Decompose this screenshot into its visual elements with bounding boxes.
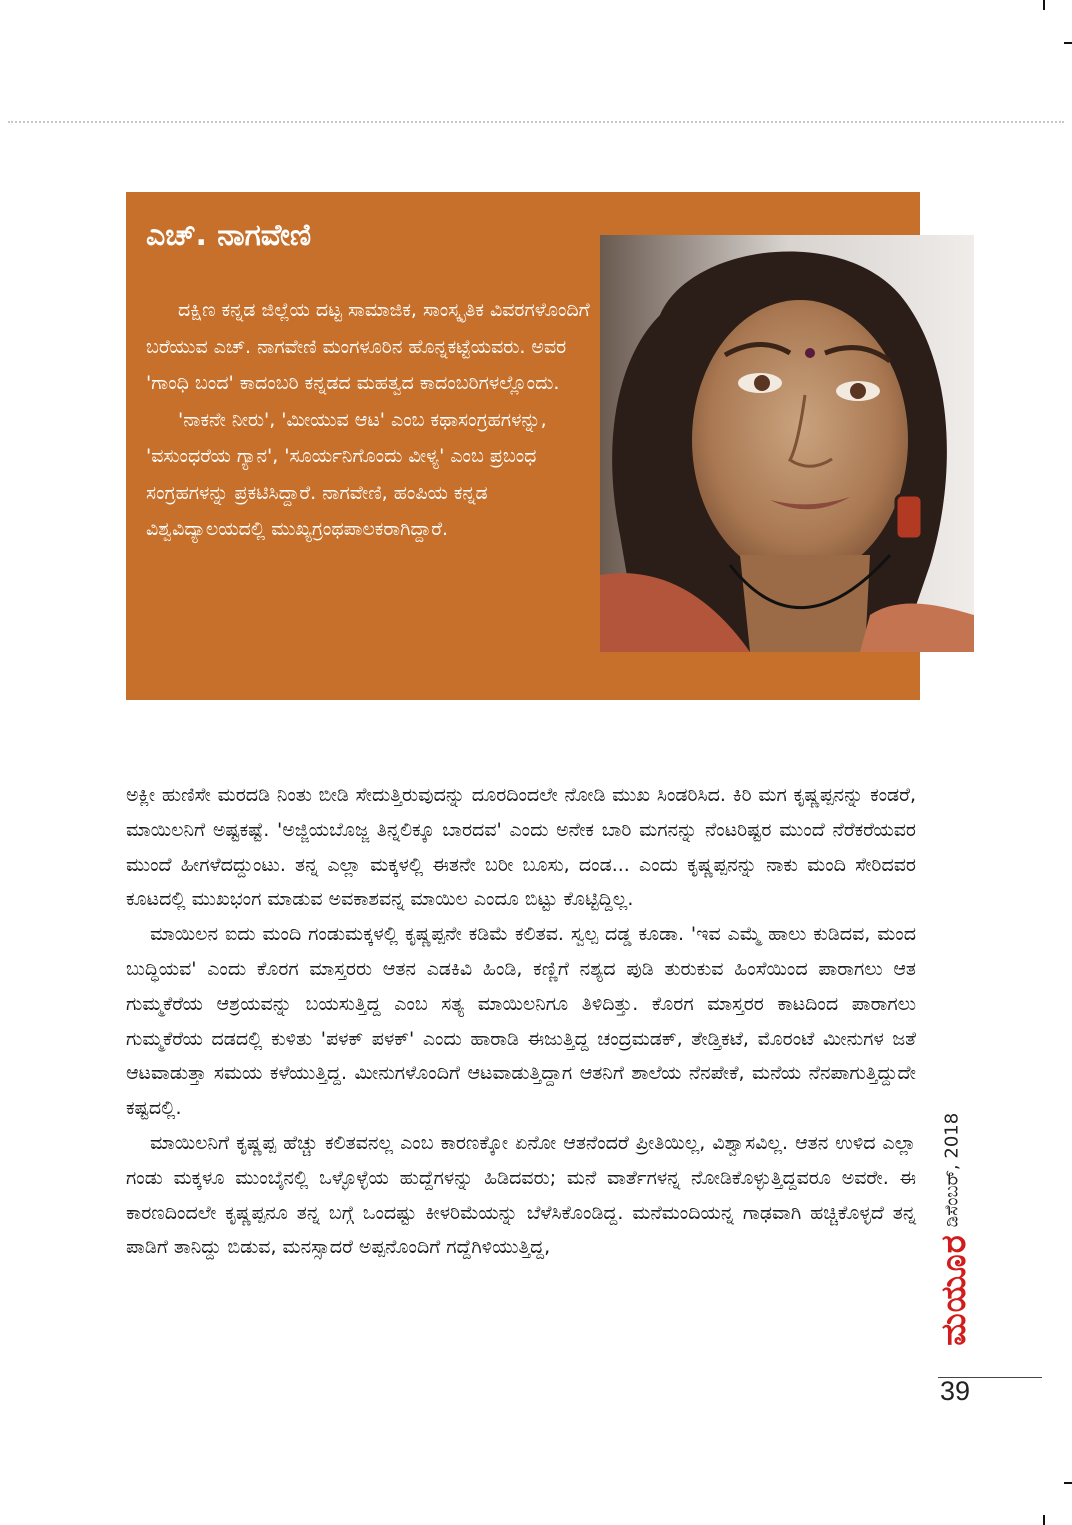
author-name: ಎಚ್. ನಾಗವೇಣಿ (146, 218, 312, 253)
article-body (126, 778, 916, 1265)
crop-mark-bottom (1043, 1515, 1045, 1525)
bio-paragraph: ದಕ್ಷಿಣ ಕನ್ನಡ ಜಿಲ್ಲೆಯ ದಟ್ಟ ಸಾಮಾಜಿಕ, ಸಾಂಸ್ಕೃತಿಕ ವಿವರಗಳೊಂದಿಗೆ ಬರೆಯುವ ಎಚ್. ನಾಗವೇಣಿ ಮಂಗಳೂರಿನ ಹೊನ್ನಕಟ್ಟೆಯವರು. ಅವರ 'ಗಾಂಧಿ ಬಂದ' ಕಾದಂಬರಿ ಕನ್ನಡದ ಮಹತ್ವದ ಕಾದಂಬರಿಗಳಲ್ಲೊಂದು. (146, 299, 590, 394)
article-paragraph: ಮಾಯಿಲನಿಗೆ ಕೃಷ್ಣಪ್ಪ ಹೆಚ್ಚು ಕಲಿತವನಲ್ಲ ಎಂಬ ಕಾರಣಕ್ಕೋ ಏನೋ ಆತನೆಂದರೆ ಪ್ರೀತಿಯಿಲ್ಲ, ವಿಶ್ವಾಸವಿಲ್ಲ. ಆತನ ಉಳಿದ ಎಲ್ಲಾ ಗಂಡು ಮಕ್ಕಳೂ ಮುಂಬೈನಲ್ಲಿ ಒಳ್ಳೊಳ್ಳೆಯ ಹುದ್ದೆಗಳನ್ನು ಹಿಡಿದವರು; ಮನೆ ವಾರ್ತೆಗಳನ್ನ ನೋಡಿಕೊಳ್ಳುತ್ತಿದ್ದವರೂ ಅವರೇ. ಈ ಕಾರಣದಿಂದಲೇ ಕೃಷ್ಣಪ್ಪನೂ ತನ್ನ ಬಗ್ಗೆ ಒಂದಷ್ಟು ಕೀಳರಿಮೆಯನ್ನು ಬೆಳೆಸಿಕೊಂಡಿದ್ದ. ಮನೆಮಂದಿಯನ್ನ ಗಾಢವಾಗಿ ಹಚ್ಚಿಕೊಳ್ಳದೆ ತನ್ನ ಪಾಡಿಗೆ ತಾನಿದ್ದು ಬಿಡುವ, ಮನಸ್ಸಾದರೆ ಅಪ್ಪನೊಂದಿಗೆ ಗದ್ದೆಗಿಳಿಯುತ್ತಿದ್ದ, (126, 1131, 916, 1259)
issue-date: ಡಿಸೆಂಬರ್, 2018 (941, 1112, 963, 1228)
article-paragraph: ಮಾಯಿಲನ ಐದು ಮಂದಿ ಗಂಡುಮಕ್ಕಳಲ್ಲಿ ಕೃಷ್ಣಪ್ಪನೇ ಕಡಿಮೆ ಕಲಿತವ. ಸ್ವಲ್ಪ ದಡ್ಡ ಕೂಡಾ. 'ಇವ ಎಮ್ಮೆ ಹಾಲು ಕುಡಿದವ, ಮಂದ ಬುದ್ಧಿಯವ' ಎಂದು ಕೊರಗ ಮಾಸ್ತರರು ಆತನ ಎಡಕಿವಿ ಹಿಂಡಿ, ಕಣ್ಣಿಗೆ ನಶ್ಯದ ಪುಡಿ ತುರುಕುವ ಹಿಂಸೆಯಿಂದ ಪಾರಾಗಲು ಆತ ಗುಮ್ಮಕೆರೆಯ ಆಶ್ರಯವನ್ನು ಬಯಸುತ್ತಿದ್ದ ಎಂಬ ಸತ್ಯ ಮಾಯಿಲನಿಗೂ ತಿಳಿದಿತ್ತು. ಕೊರಗ ಮಾಸ್ತರರ ಕಾಟದಿಂದ ಪಾರಾಗಲು ಗುಮ್ಮಕೆರೆಯ ದಡದಲ್ಲಿ ಕುಳಿತು 'ಪಳಕ್ ಪಳಕ್' ಎಂದು ಹಾರಾಡಿ ಈಜುತ್ತಿದ್ದ ಚಂದ್ರಮಡಕ್, ತೇಡ್ತಿಕಟೆ, ಮೊರಂಟೆ ಮೀನುಗಳ ಜತೆ ಆಟವಾಡುತ್ತಾ ಸಮಯ ಕಳೆಯುತ್ತಿದ್ದ. ಮೀನುಗಳೊಂದಿಗೆ ಆಟವಾಡುತ್ತಿದ್ದಾಗ ಆತನಿಗೆ ಶಾಲೆಯ ನೆನಪೇಕೆ, ಮನೆಯ ನೆನಪಾಗುತ್ತಿದ್ದುದೇ ಕಷ್ಟದಲ್ಲಿ. (126, 923, 916, 1120)
crop-mark-right-top (1064, 42, 1072, 44)
article-paragraph: ಅಕ್ಲೀ ಹುಣಿಸೇ ಮರದಡಿ ನಿಂತು ಬೀಡಿ ಸೇದುತ್ತಿರುವುದನ್ನು ದೂರದಿಂದಲೇ ನೋಡಿ ಮುಖ ಸಿಂಡರಿಸಿದ. ಕಿರಿ ಮಗ ಕೃಷ್ಣಪ್ಪನನ್ನು ಕಂಡರೆ, ಮಾಯಿಲನಿಗೆ ಅಷ್ಟಕಷ್ಟೆ. 'ಅಜ್ಜಿಯಬೊಜ್ಜ ತಿನ್ನಲಿಕ್ಕೂ ಬಾರದವ' ಎಂದು ಅನೇಕ ಬಾರಿ ಮಗನನ್ನು ನೆಂಟರಿಷ್ಟರ ಮುಂದೆ ನೆರೆಕರೆಯವರ ಮುಂದೆ ಹೀಗಳೆದದ್ದುಂಟು. ತನ್ನ ಎಲ್ಲಾ ಮಕ್ಕಳಲ್ಲಿ ಈತನೇ ಬರೀ ಬೂಸು, ದಂಡ... ಎಂದು ಕೃಷ್ಣಪ್ಪನನ್ನು ನಾಕು ಮಂದಿ ಸೇರಿದವರ ಕೂಟದಲ್ಲಿ ಮುಖಭಂಗ ಮಾಡುವ ಅವಕಾಶವನ್ನ ಮಾಯಿಲ ಎಂದೂ ಬಿಟ್ಟು ಕೊಟ್ಟಿದ್ದಿಲ್ಲ. (126, 784, 916, 911)
bio-paragraph: 'ನಾಕನೇ ನೀರು', 'ಮೀಯುವ ಆಟ' ಎಂಬ ಕಥಾಸಂಗ್ರಹಗಳನ್ನು, 'ವಸುಂಧರೆಯ ಗ್ಯಾನ', 'ಸೂರ್ಯನಿಗೊಂದು ವೀಳ್ಯ' ಎಂಬ ಪ್ರಬಂಧ ಸಂಗ್ರಹಗಳನ್ನು ಪ್ರಕಟಿಸಿದ್ದಾರೆ. ನಾಗವೇಣಿ, ಹಂಪಿಯ ಕನ್ನಡ ವಿಶ್ವವಿದ್ಯಾಲಯದಲ್ಲಿ ಮುಖ್ಯಗ್ರಂಥಪಾಲಕರಾಗಿದ್ದಾರೆ. (146, 408, 547, 540)
page-number: 39 (940, 1376, 971, 1406)
magazine-name: ಮಯೂರ (934, 1234, 974, 1346)
author-bio-text (146, 292, 601, 548)
dotted-separator (8, 121, 1064, 123)
crop-mark-right-bottom (1064, 1482, 1072, 1484)
author-photo (600, 235, 974, 652)
crop-mark-top (1043, 0, 1045, 10)
